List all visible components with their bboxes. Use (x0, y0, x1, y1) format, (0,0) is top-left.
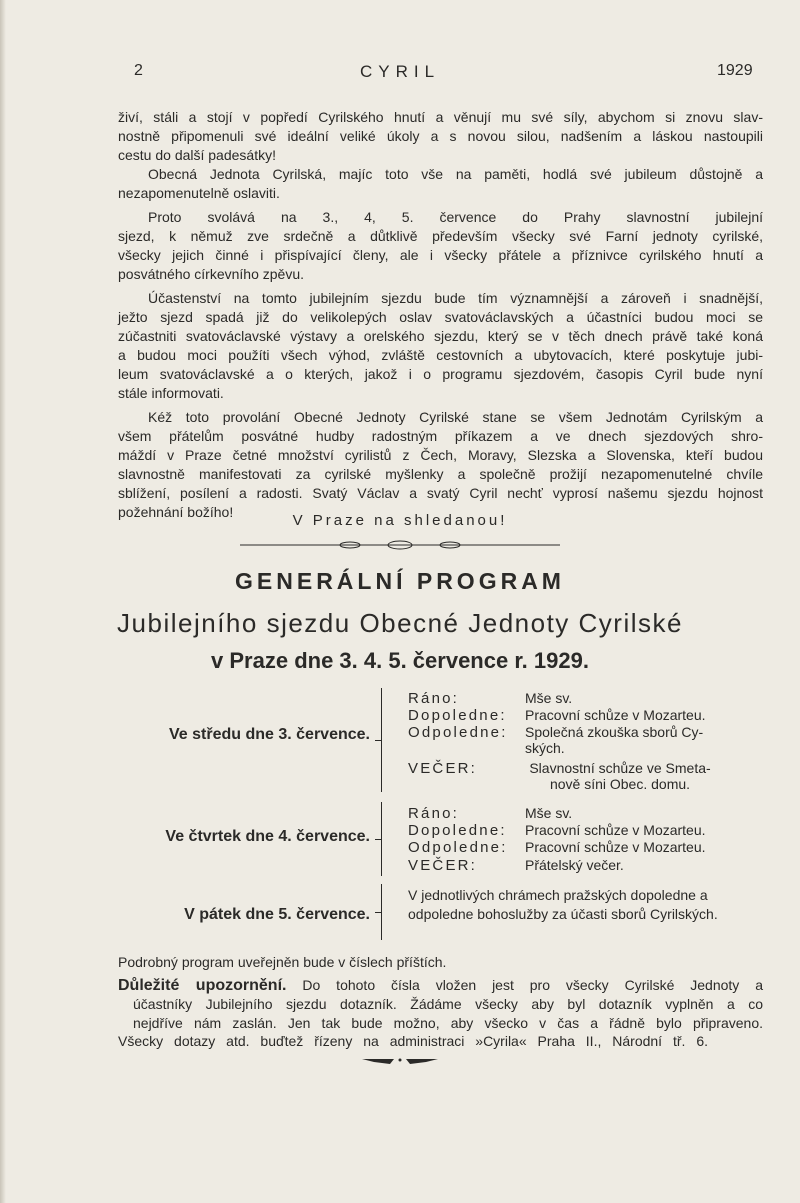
text-line: sblížení, posílení a radosti. Svatý Václav a svatý Cyril nechť vyprosí našemu sjezdu hojnost (118, 485, 763, 501)
text-line: požehnání božího! (118, 504, 234, 520)
text-line: a budou moci použíti všech výhod, zvláště cestovních a ubytovacích, které poskytuje jubi- (118, 347, 763, 363)
notice-text: Do tohoto čísla vložen jest pro všecky Cyrilské Jednoty a (302, 977, 763, 993)
program-dates: v Praze dne 3. 4. 5. července r. 1929. (211, 648, 589, 673)
activity: V jednotlivých chrámech pražských dopoledne a odpoledne bohoslužby za účasti sborů Cyrilských. (408, 887, 718, 922)
activity: Pracovní schůze v Mozarteu. (525, 822, 706, 838)
notice-text: nejdříve nám zaslán. Jen tak bude možno, aby všecko v čas a řádně bylo připraveno. (133, 1015, 763, 1031)
text-line: ježto sjezd spadá již do velikolepých oslav svatováclavských a účastníci budou moci se (118, 309, 763, 325)
day-label: Ve čtvrtek dne 4. července. (165, 828, 370, 845)
closing-greeting: V Praze na shledanou! (292, 512, 508, 529)
ornament-divider (240, 538, 560, 552)
page-number: 2 (134, 62, 143, 79)
activity: Mše sv. (525, 690, 573, 706)
text-line: leum svatováclavské a o kterých, jakož i o programu sjezdovém, časopis Cyril bude nyní (118, 366, 763, 382)
time-label: VEČER: (408, 760, 478, 777)
text-line: všem přátelům posvátné hudby radostným příkazem a ve dnech sjezdových shro- (118, 428, 763, 444)
program-subtitle: Jubilejního sjezdu Obecné Jednoty Cyrilské (117, 608, 683, 638)
text-line: všecky jejich činné i přispívající členy, ale i všecky přátele a příznivce cyrilského hnutí a (118, 247, 763, 263)
text-line: Kéž toto provolání Obecné Jednoty Cyrilské stane se všem Jednotám Cyrilským a (148, 409, 763, 425)
year: 1929 (717, 62, 753, 79)
text-line: sjezd, k němuž zve srdečně a důtklivě především všecky své Farní jednoty cyrilské, (118, 228, 763, 244)
activity: Společná zkouška sborů Cy- ských. (525, 724, 704, 756)
text-line: stále informovati. (118, 385, 224, 401)
day-label: V pátek dne 5. července. (184, 906, 370, 923)
text-line: cestu do další padesátky! (118, 147, 276, 163)
time-label: Odpoledne: (408, 724, 508, 741)
text-line: slavnostně manifestovati za cyrilské myšlenky a společně prožijí nezapomenutelné chvíle (118, 466, 763, 482)
text-line: Proto svolává na 3., 4, 5. července do Prahy slavnostní jubilejní (148, 209, 763, 225)
text-line: nezapomenutelně oslaviti. (118, 185, 280, 201)
time-label: Ráno: (408, 805, 460, 822)
brace (381, 802, 392, 876)
text-line: Obecná Jednota Cyrilská, majíc toto vše na paměti, hodlá své jubileum důstojně a (148, 166, 763, 182)
text-line: živí, stáli a stojí v popředí Cyrilského hnutí a věnují mu své síly, abychom si znovu slav- (118, 109, 763, 125)
activity: Přátelský večer. (525, 857, 624, 873)
notice-heading: Důležité upozornění. (118, 977, 287, 994)
text-line: nostně připomenuli své ideální veliké úkoly a s novou silou, nadšením a láskou nastoupili (118, 128, 763, 144)
brace (381, 884, 392, 940)
ornament-end (360, 1056, 440, 1066)
program-title: GENERÁLNÍ PROGRAM (235, 568, 565, 594)
activity: Slavnostní schůze ve Smeta- nově síni Obec. domu. (529, 760, 711, 792)
activity: Pracovní schůze v Mozarteu. (525, 839, 706, 855)
time-label: Dopoledne: (408, 822, 507, 839)
page-edge (0, 0, 6, 1203)
detail-note: Podrobný program uveřejněn bude v číslech příštích. (118, 954, 447, 970)
activity: Mše sv. (525, 805, 573, 821)
time-label: Odpoledne: (408, 839, 508, 856)
text-line: zúčastniti svatováclavské výstavy a orelského sjezdu, který se v těch dnech právě také koná (118, 328, 763, 344)
text-line: máždí v Praze četné množství cyrilistů z Čech, Moravy, Slezska a Slovenska, kteří budou (118, 447, 763, 463)
activity: Pracovní schůze v Mozarteu. (525, 707, 706, 723)
notice-text: Všecky dotazy atd. buďtež řízeny na administraci »Cyrila« Praha II., Národní tř. 6. (118, 1033, 708, 1049)
notice-text: účastníky Jubilejního sjezdu dotazník. Žádáme všecky aby byl dotazník vyplněn a co (133, 996, 763, 1012)
journal-title: CYRIL (359, 62, 441, 81)
time-label: Ráno: (408, 690, 460, 707)
time-label: Dopoledne: (408, 707, 507, 724)
text-line: Účastenství na tomto jubilejním sjezdu bude tím významnější a zároveň i snadnější, (148, 290, 763, 306)
time-label: VEČER: (408, 857, 478, 874)
brace (381, 688, 392, 792)
text-line: posvátného církevního zpěvu. (118, 266, 305, 282)
day-label: Ve středu dne 3. července. (169, 726, 370, 743)
